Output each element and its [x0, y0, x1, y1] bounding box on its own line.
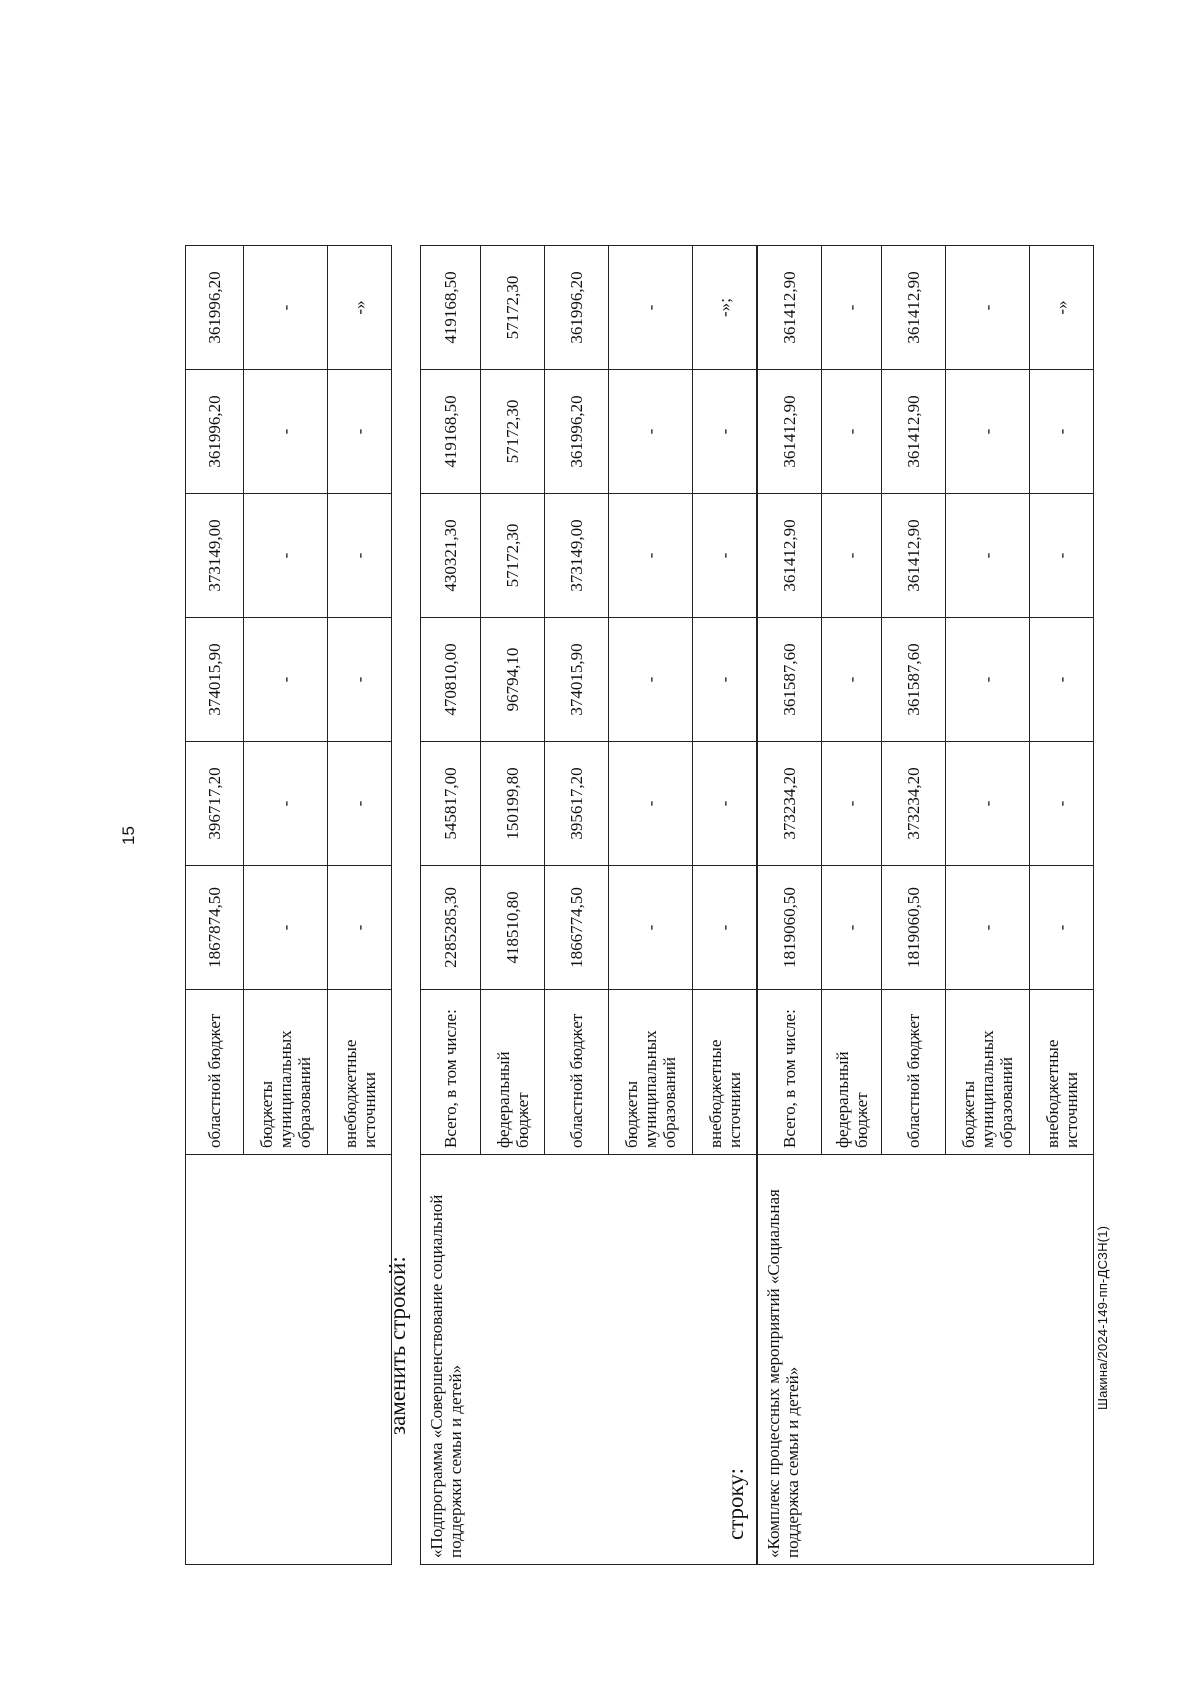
amount-cell: - [609, 370, 693, 494]
amount-cell: - [244, 866, 328, 990]
amount-cell: 373149,00 [186, 494, 244, 618]
amount-cell: - [946, 246, 1030, 370]
amount-cell: 1866774,50 [545, 866, 609, 990]
amount-cell: 470810,00 [421, 618, 481, 742]
amount-cell: - [328, 742, 392, 866]
amount-cell: 374015,90 [186, 618, 244, 742]
amount-cell: - [822, 494, 882, 618]
amount-cell: 361412,90 [758, 494, 822, 618]
amount-cell: -» [1030, 246, 1094, 370]
amount-cell: 361412,90 [882, 246, 946, 370]
amount-cell: 418510,80 [481, 866, 545, 990]
amount-cell: 150199,80 [481, 742, 545, 866]
amount-cell: 361587,60 [758, 618, 822, 742]
amount-cell: - [1030, 494, 1094, 618]
amount-cell: 1819060,50 [882, 866, 946, 990]
amount-cell: 1819060,50 [758, 866, 822, 990]
amount-cell: - [328, 618, 392, 742]
amount-cell: - [1030, 618, 1094, 742]
amount-cell: - [328, 866, 392, 990]
budget-table-line [757, 245, 1094, 1565]
amount-cell: 361996,20 [545, 246, 609, 370]
amount-cell: 361996,20 [186, 246, 244, 370]
funding-source-cell: внебюджетные источники [693, 990, 757, 1155]
funding-source-cell: бюджеты муниципальных образований [244, 990, 328, 1155]
funding-source-cell: Всего, в том числе: [421, 990, 481, 1155]
funding-source-cell: областной бюджет [545, 990, 609, 1155]
amount-cell: 57172,30 [481, 246, 545, 370]
amount-cell: 373234,20 [758, 742, 822, 866]
funding-source-cell: федеральный бюджет [822, 990, 882, 1155]
amount-cell: - [946, 742, 1030, 866]
amount-cell: - [822, 866, 882, 990]
amount-cell: 361412,90 [758, 370, 822, 494]
amount-cell: - [609, 866, 693, 990]
amount-cell: - [1030, 742, 1094, 866]
amount-cell: 361996,20 [186, 370, 244, 494]
amount-cell: - [244, 618, 328, 742]
amount-cell: - [822, 742, 882, 866]
amount-cell: - [609, 742, 693, 866]
funding-source-cell: федеральный бюджет [481, 990, 545, 1155]
amount-cell: 395617,20 [545, 742, 609, 866]
amount-cell: 373234,20 [882, 742, 946, 866]
amount-cell: - [822, 370, 882, 494]
amount-cell: - [693, 866, 757, 990]
amount-cell: 361412,90 [882, 494, 946, 618]
amount-cell: - [822, 246, 882, 370]
amount-cell: 361587,60 [882, 618, 946, 742]
amount-cell: - [328, 370, 392, 494]
funding-source-cell: бюджеты муниципальных образований [609, 990, 693, 1155]
amount-cell: -» [328, 246, 392, 370]
funding-source-cell: внебюджетные источники [328, 990, 392, 1155]
amount-cell: - [328, 494, 392, 618]
amount-cell: - [693, 494, 757, 618]
table-row [421, 246, 481, 1565]
document-code: Шакина/2024-149-пп-ДСЗН(1) [1095, 1225, 1110, 1410]
amount-cell: 374015,90 [545, 618, 609, 742]
amount-cell: 361412,90 [882, 370, 946, 494]
funding-source-cell: бюджеты муниципальных образований [946, 990, 1030, 1155]
amount-cell: - [244, 494, 328, 618]
page-number: 15 [119, 826, 138, 845]
amount-cell: 419168,50 [421, 370, 481, 494]
amount-cell: - [1030, 370, 1094, 494]
program-name-cell: «Подпрограмма «Совершенствование социальной поддержки семьи и детей» [421, 1155, 757, 1565]
amount-cell: 96794,10 [481, 618, 545, 742]
amount-cell: 57172,30 [481, 370, 545, 494]
amount-cell: - [693, 370, 757, 494]
amount-cell: - [946, 370, 1030, 494]
amount-cell: - [946, 866, 1030, 990]
amount-cell: 373149,00 [545, 494, 609, 618]
amount-cell: - [244, 246, 328, 370]
table-row [758, 246, 822, 1565]
funding-source-cell: Всего, в том числе: [758, 990, 822, 1155]
amount-cell: 361412,90 [758, 246, 822, 370]
line-heading: строку: [723, 1468, 748, 1540]
amount-cell: - [609, 618, 693, 742]
amount-cell: 430321,30 [421, 494, 481, 618]
funding-source-cell: внебюджетные источники [1030, 990, 1094, 1155]
amount-cell: - [609, 246, 693, 370]
funding-source-cell: областной бюджет [882, 990, 946, 1155]
amount-cell: - [244, 370, 328, 494]
amount-cell: 2285285,30 [421, 866, 481, 990]
amount-cell: - [693, 618, 757, 742]
amount-cell: - [693, 742, 757, 866]
budget-table-replace [420, 245, 757, 1565]
amount-cell: 396717,20 [186, 742, 244, 866]
amount-cell: -»; [693, 246, 757, 370]
replace-heading: заменить строкой: [385, 1256, 410, 1435]
amount-cell: 57172,30 [481, 494, 545, 618]
rotated-page [119, 145, 1110, 1565]
funding-source-cell: областной бюджет [186, 990, 244, 1155]
program-name-cell: «Комплекс процессных мероприятий «Социальная поддержка семьи и детей» [758, 1155, 1094, 1565]
amount-cell: - [946, 494, 1030, 618]
amount-cell: 1867874,50 [186, 866, 244, 990]
amount-cell: - [1030, 866, 1094, 990]
amount-cell: - [244, 742, 328, 866]
amount-cell: 545817,00 [421, 742, 481, 866]
table-row [186, 246, 244, 1565]
amount-cell: - [946, 618, 1030, 742]
amount-cell: 419168,50 [421, 246, 481, 370]
program-name-cell [186, 1155, 392, 1565]
budget-table-top [185, 245, 392, 1565]
amount-cell: - [609, 494, 693, 618]
amount-cell: 361996,20 [545, 370, 609, 494]
amount-cell: - [822, 618, 882, 742]
